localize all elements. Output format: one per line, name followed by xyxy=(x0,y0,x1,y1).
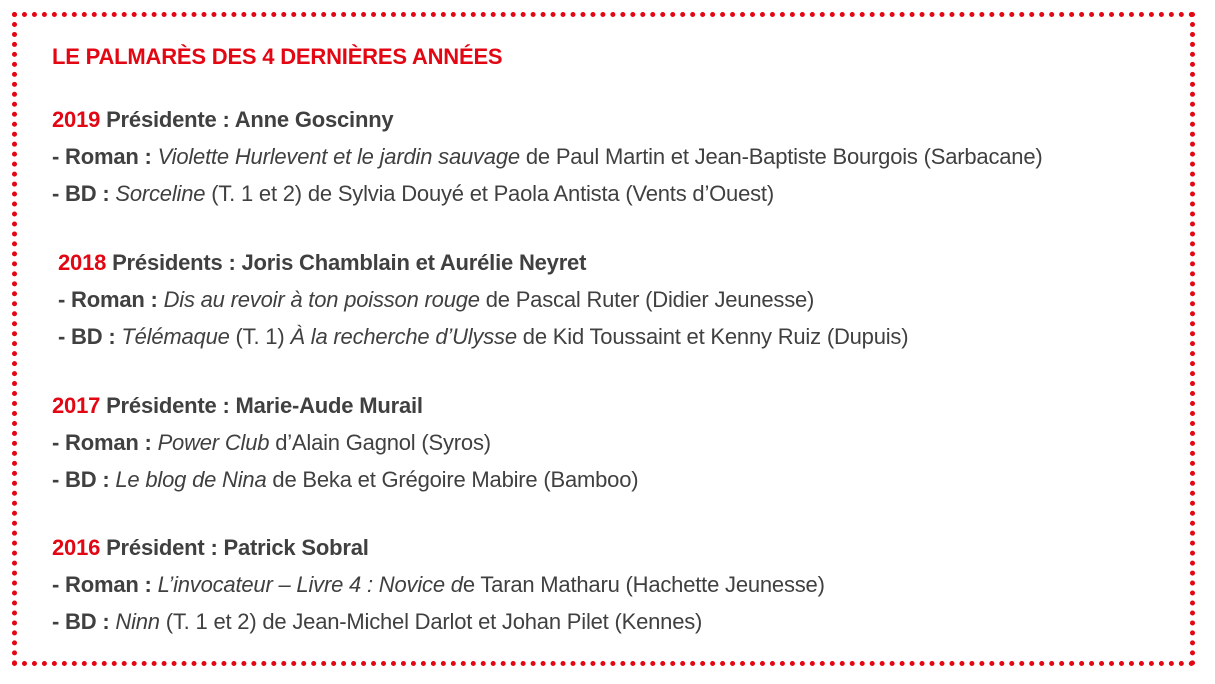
bd-line-2018 xyxy=(58,323,908,351)
bd-prefix: - BD : xyxy=(52,467,116,492)
president-label: Présidents : Joris Chamblain et Aurélie Neyret xyxy=(112,250,587,275)
bd-prefix: - BD : xyxy=(58,324,122,349)
comic-credits: (T. 1 et 2) de Jean-Michel Darlot et Johan Pilet (Kennes) xyxy=(159,609,703,634)
book-credits: de Paul Martin et Jean-Baptiste Bourgois (Sarbacane) xyxy=(519,144,1043,169)
roman-prefix: - Roman : xyxy=(52,144,158,169)
book-credits: e Taran Matharu (Hachette Jeunesse) xyxy=(462,572,825,597)
book-title: Dis au revoir à ton poisson rouge xyxy=(163,287,480,312)
roman-line-2019 xyxy=(52,143,1043,171)
book-title: Violette Hurlevent et le jardin sauvage xyxy=(157,144,520,169)
year-label: 2018 xyxy=(58,250,107,275)
book-credits: d’Alain Gagnol (Syros) xyxy=(269,430,491,455)
bd-prefix: - BD : xyxy=(52,181,116,206)
comic-volume: (T. 1) xyxy=(229,324,291,349)
year-label: 2017 xyxy=(52,393,101,418)
comic-credits: de Beka et Grégoire Mabire (Bamboo) xyxy=(266,467,639,492)
roman-line-2018 xyxy=(58,286,814,314)
book-title: Power Club xyxy=(157,430,270,455)
page-title: LE PALMARÈS DES 4 DERNIÈRES ANNÉES xyxy=(52,44,503,69)
comic-credits: (T. 1 et 2) de Sylvia Douyé et Paola Antista (Vents d’Ouest) xyxy=(205,181,774,206)
year-heading-2017 xyxy=(52,392,423,420)
bd-line-2016 xyxy=(52,608,702,636)
roman-line-2016 xyxy=(52,571,825,599)
year-label: 2016 xyxy=(52,535,101,560)
president-label: Président : Patrick Sobral xyxy=(106,535,369,560)
year-heading-2019 xyxy=(52,106,393,134)
bd-line-2019 xyxy=(52,180,774,208)
comic-subtitle: À la recherche d’Ulysse xyxy=(290,324,517,349)
comic-title: Télémaque xyxy=(121,324,230,349)
year-label: 2019 xyxy=(52,107,101,132)
roman-prefix: - Roman : xyxy=(52,572,158,597)
year-heading-2016 xyxy=(52,534,369,562)
roman-prefix: - Roman : xyxy=(58,287,164,312)
comic-title: Le blog de Nina xyxy=(115,467,267,492)
comic-credits: de Kid Toussaint et Kenny Ruiz (Dupuis) xyxy=(516,324,909,349)
president-label: Présidente : Marie-Aude Murail xyxy=(106,393,423,418)
roman-prefix: - Roman : xyxy=(52,430,158,455)
book-credits: de Pascal Ruter (Didier Jeunesse) xyxy=(479,287,815,312)
bd-prefix: - BD : xyxy=(52,609,116,634)
president-label: Présidente : Anne Goscinny xyxy=(106,107,394,132)
book-title: L’invocateur – Livre 4 : Novice d xyxy=(157,572,463,597)
comic-title: Ninn xyxy=(115,609,160,634)
bd-line-2017 xyxy=(52,466,638,494)
year-heading-2018 xyxy=(58,249,586,277)
comic-title: Sorceline xyxy=(115,181,206,206)
roman-line-2017 xyxy=(52,429,491,457)
